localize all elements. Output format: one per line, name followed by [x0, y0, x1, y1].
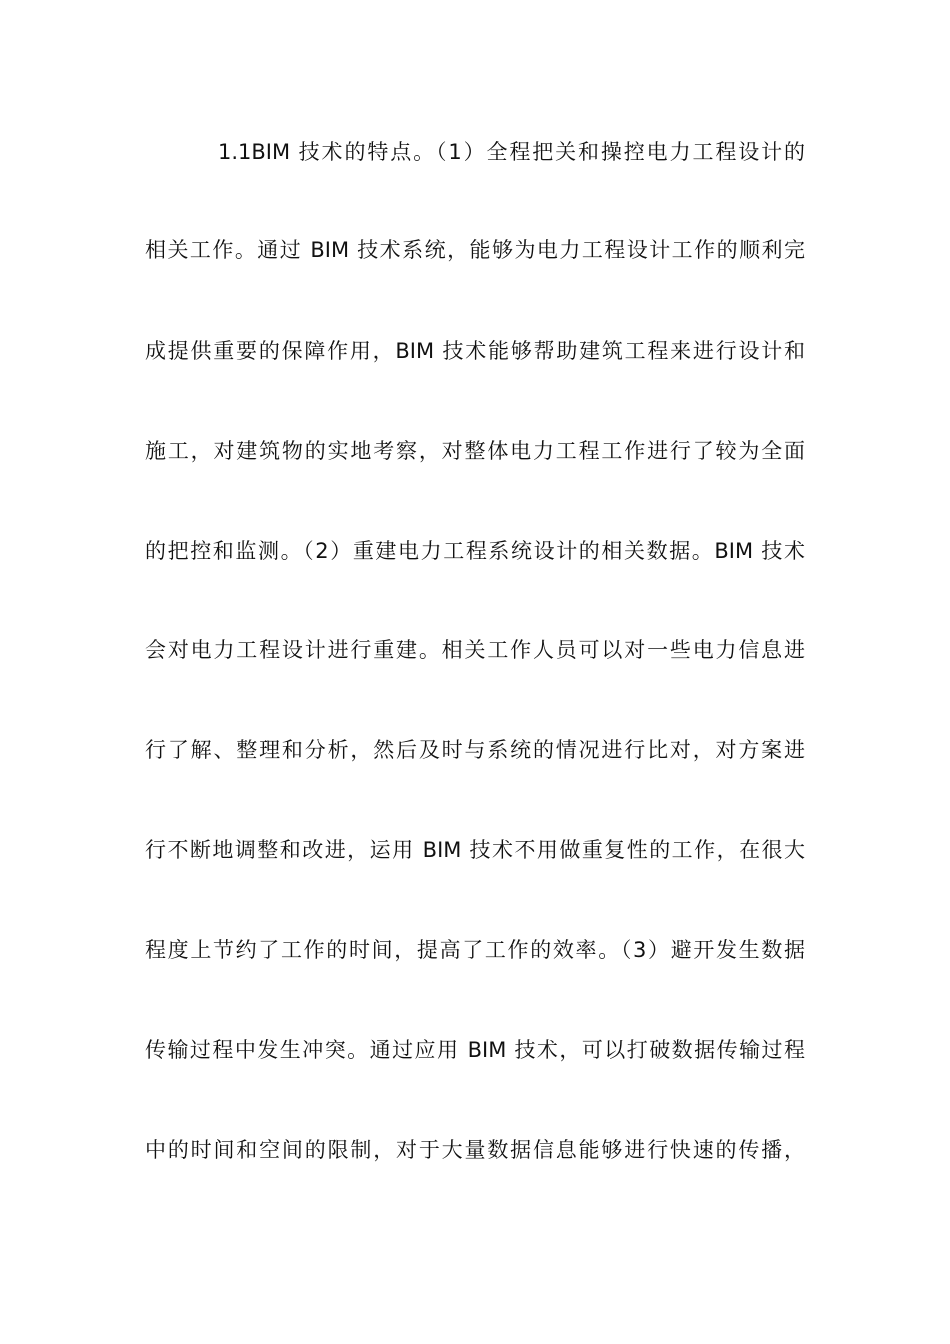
- paragraph-line: 施工，对建筑物的实地考察，对整体电力工程工作进行了较为全面: [145, 439, 805, 463]
- paragraph-line: 相关工作。通过 BIM 技术系统，能够为电力工程设计工作的顺利完: [145, 238, 805, 262]
- paragraph-line: 中的时间和空间的限制，对于大量数据信息能够进行快速的传播，: [145, 1138, 805, 1162]
- paragraph-line: 的把控和监测。（2）重建电力工程系统设计的相关数据。BIM 技术: [145, 539, 805, 563]
- paragraph-line: 行不断地调整和改进，运用 BIM 技术不用做重复性的工作，在很大: [145, 838, 805, 862]
- paragraph-line: 会对电力工程设计进行重建。相关工作人员可以对一些电力信息进: [145, 638, 805, 662]
- paragraph-line: 传输过程中发生冲突。通过应用 BIM 技术，可以打破数据传输过程: [145, 1038, 805, 1062]
- paragraph-line: 成提供重要的保障作用，BIM 技术能够帮助建筑工程来进行设计和: [145, 339, 805, 363]
- paragraph-line: 程度上节约了工作的时间，提高了工作的效率。（3）避开发生数据: [145, 938, 805, 962]
- paragraph-line: 行了解、整理和分析，然后及时与系统的情况进行比对，对方案进: [145, 738, 805, 762]
- paragraph-line: 1.1BIM 技术的特点。（1）全程把关和操控电力工程设计的: [218, 140, 805, 164]
